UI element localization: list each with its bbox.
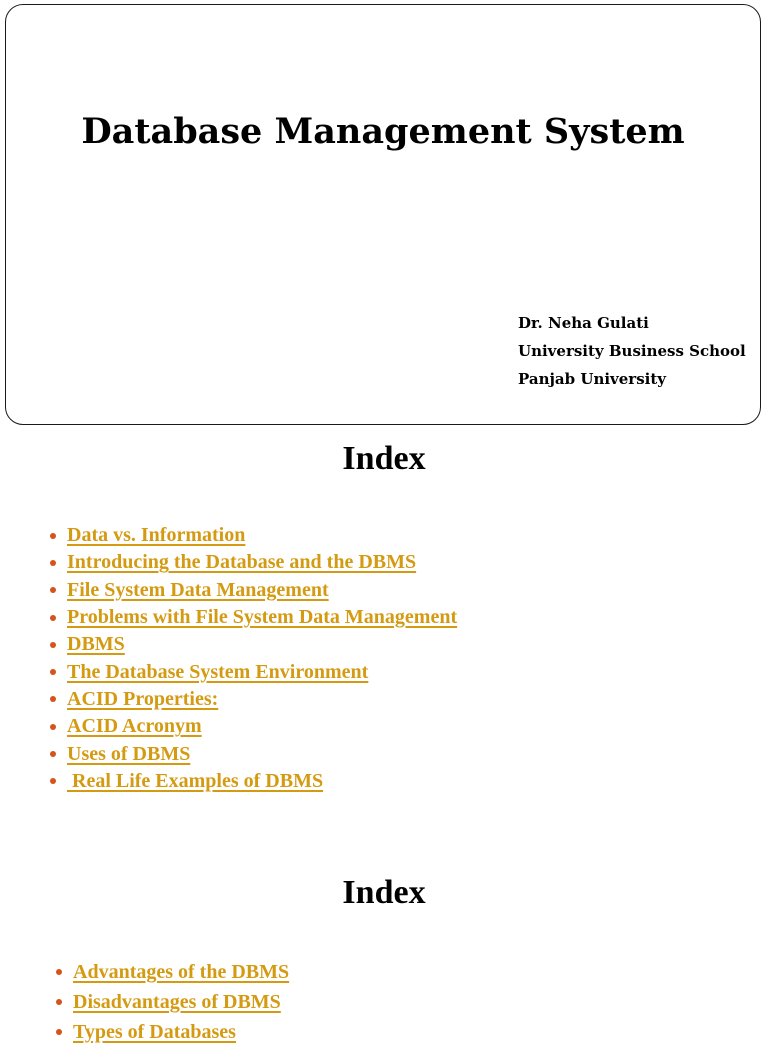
list-item <box>50 740 457 767</box>
list-item <box>50 631 457 658</box>
index-link[interactable]: ACID Properties: <box>67 687 219 710</box>
bullet-icon <box>50 533 56 539</box>
bullet-icon <box>50 724 56 730</box>
index-link[interactable]: ACID Acronym <box>67 715 202 738</box>
index-heading: Index <box>342 874 426 911</box>
bullet-icon <box>50 642 56 648</box>
index-link[interactable]: Data vs. Information <box>67 524 246 547</box>
index-link[interactable]: The Database System Environment <box>67 660 369 683</box>
bullet-icon <box>50 615 56 621</box>
title-slide <box>5 4 761 425</box>
bullet-icon <box>50 560 56 566</box>
index-link[interactable]: Types of Databases <box>73 1021 236 1043</box>
list-item <box>50 522 457 549</box>
index-link[interactable]: File System Data Management <box>67 578 329 601</box>
author-name: Dr. Neha Gulati <box>518 314 649 332</box>
list-item <box>50 713 457 740</box>
list-item <box>50 658 457 685</box>
index-list <box>50 522 457 795</box>
author-department: University Business School <box>518 342 746 360</box>
bullet-icon <box>50 669 56 675</box>
bullet-icon <box>56 1029 62 1035</box>
author-university: Panjab University <box>518 370 666 388</box>
bullet-icon <box>56 969 62 975</box>
bullet-icon <box>50 696 56 702</box>
list-item <box>50 686 457 713</box>
bullet-icon <box>50 751 56 757</box>
bullet-icon <box>50 778 56 784</box>
slide-title: Database Management System <box>81 111 685 152</box>
author-block <box>518 309 746 393</box>
index-heading: Index <box>342 440 426 477</box>
list-item <box>50 604 457 631</box>
index-link[interactable]: Problems with File System Data Management <box>67 606 458 629</box>
list-item <box>56 1017 289 1047</box>
index-link[interactable]: Real Life Examples of DBMS <box>67 769 324 792</box>
index-link[interactable]: Uses of DBMS <box>67 742 191 765</box>
list-item <box>56 987 289 1017</box>
list-item <box>50 577 457 604</box>
list-item <box>50 549 457 576</box>
index-link[interactable]: Advantages of the DBMS <box>73 961 290 983</box>
index-link[interactable]: Introducing the Database and the DBMS <box>67 551 417 574</box>
index-list <box>56 957 289 1047</box>
bullet-icon <box>56 999 62 1005</box>
list-item <box>50 768 457 795</box>
index-link[interactable]: Disadvantages of DBMS <box>73 991 281 1013</box>
bullet-icon <box>50 587 56 593</box>
list-item <box>56 957 289 987</box>
index-link[interactable]: DBMS <box>67 633 125 656</box>
